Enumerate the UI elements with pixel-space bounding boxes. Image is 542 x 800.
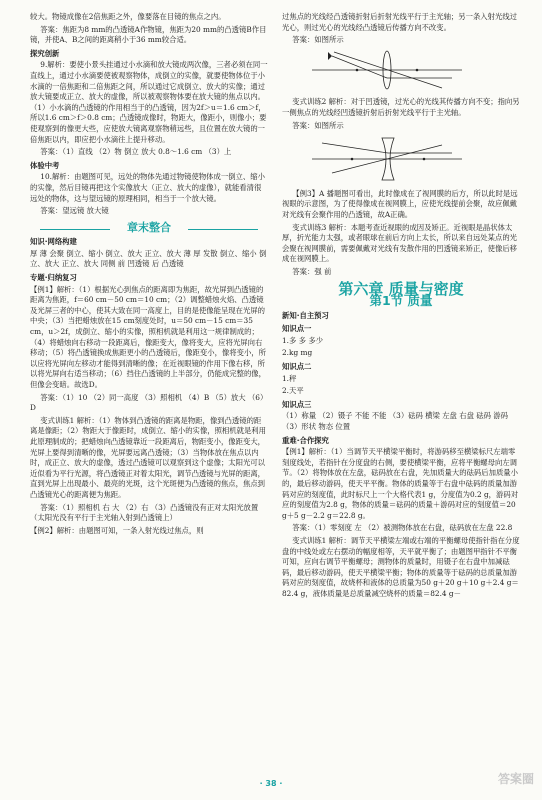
heading-explore: 探究创新	[30, 48, 60, 58]
left-p1: 较大。物镜成像在2倍焦距之外，像要落在目镜的焦点之内。	[30, 12, 226, 21]
heading-preview: 新知·自主预习	[282, 310, 329, 320]
right-p12: （1）称量 （2）镊子 不能 不能 （3）砝码 横梁 左盘 右盘 砝码 游码 （3）形状 物态 位置	[282, 411, 508, 432]
right-p2: 答案：如图所示	[292, 35, 344, 45]
chapter-title: 第六章 质量与密度	[338, 279, 464, 298]
heading-topic-review: 专题·归纳复习	[30, 273, 77, 283]
right-p3: 变式训练2 解析：对于凹透镜，过光心的光线其传播方向不变；指向另一侧焦点的光线经凹透镜折射后折射光线平行于主光轴。	[282, 97, 520, 117]
right-p7: 答案：强 前	[292, 266, 332, 276]
heading-exam: 体验中考	[30, 160, 60, 170]
left-p2: 答案：焦距为8 mm的凸透镜A作物镜，焦距为20 mm的凸透镜B作目镜，并使A、B之间的距离稍小于36 mm较合适。	[30, 24, 267, 45]
heading-point-1: 知识点一	[282, 324, 312, 334]
left-p12: 【例2】解析：由题图可知，一条入射光线过焦点，则	[30, 525, 204, 535]
right-p8: 1.多 多 多少	[282, 335, 324, 345]
right-p14: 答案：（1）零刻度 左 （2）被测物体放在右盘，砝码放在左盘 22.8	[292, 523, 513, 533]
right-p10: 1.秤	[282, 373, 297, 383]
heading-point-3: 知识点三	[282, 399, 312, 409]
left-p8: 【例1】解析：（1）根据光心到焦点的距离即为焦距，故光屏到凸透镜的距离为焦距，f＝60 cm－50 cm＝10 cm；（2）调整蜡烛火焰、凸透镜及光屏三者的中心，使其大致在同一高度上，目的是使像能呈现在光屏的中央；（3）当把蜡烛放在15 cm刻度处时，u＝50 cm－15 cm＝35 cm，u＞2f，成倒立、缩小的实像，照相机就是利用这一规律制成的；（4）将蜡烛向右移动一段距离后，像距变大，像将变大，应将光屏向右移动；（5）将凸透镜换成焦距更小的凸透镜后，像距变小，像将变小，所以应将光屏向左移动才能得到清晰的像；在近视眼镜的作用下像右移，所以将光屏向右适当移动；（6）挡住凸透镜的上半部分，仍能成完整的像，但像会变暗。故选D。	[30, 284, 266, 389]
right-p13: 【例1】解析：（1）当调节天平横梁平衡时，将游码移至横梁标尺左端零刻度线处，若指针在分度盘的右侧，要使横梁平衡，应将平衡螺母向左调节。（2）将物体放在左盘，砝码放在右盘，先加质量大的砝码后加质量小的，最后移动游码，使天平平衡。物体的质量等于右盘中砝码的质量加游码对应的刻度值，此时标尺上一个大格代表1 g，分度值为0.2 g，游码对应的刻度值为2.8 g，物体的质量＝砝码的质量＋游码对应的刻度值＝20 g＋5 g－2.2 g＝22.8 g。	[282, 447, 519, 520]
convex-lens-ray-figure	[312, 48, 520, 96]
right-p1: 过焦点的光线经凸透镜折射后折射光线平行于主光轴；另一条入射光线过光心，则过光心的光线经凸透镜后传播方向不改变。	[282, 12, 518, 32]
left-column	[30, 12, 268, 538]
right-p9: 2.kg mg	[282, 348, 313, 358]
chapter-summary-banner: 章末整合	[30, 223, 268, 234]
concave-lens-ray-figure	[312, 133, 520, 187]
left-p6: 答案：望远镜 放大镜	[40, 206, 109, 216]
concave-lens-ray-diagram	[312, 133, 462, 183]
heading-cooperative: 重难·合作探究	[282, 435, 329, 445]
right-column	[282, 12, 520, 602]
left-p5: 10.解析：由题图可见，远处的物体先通过物镜使物体成一倒立、缩小的实像，然后目镜再把这个实像放大（正立、放大的虚像），就能看清很远处的物体，这与望远镜的原理相同，相当于一个放大镜。	[30, 172, 265, 203]
heading-knowledge-network: 知识·网络构建	[30, 237, 77, 247]
right-p4: 答案：如图所示	[292, 120, 344, 130]
left-p7: 厚 薄 会聚 倒立、缩小 倒立、放大 正立、放大 薄 厚 发散 倒立、缩小 倒立、放大 正立、放大 同侧 前 凹透镜 后 凸透镜	[30, 248, 267, 269]
left-p4: 答案：（1）直线 （2）物 倒立 放大 0.8～1.6 cm （3）上	[40, 147, 232, 157]
convex-lens-ray-diagram	[312, 48, 462, 92]
heading-point-2: 知识点二	[282, 362, 312, 372]
section-title: 第1节 质量	[369, 293, 433, 309]
right-p11: 2.天平	[282, 386, 304, 396]
left-p3: 9.解析：要使小景头挂通过小水滴和放大镜成两次像，三者必须在同一直线上，通过小水滴要使被观察物体，成倒立的实像，就要使物体位于小水滴的一倍焦距和二倍焦距之间，所以通过它成倒立、放大的实像；通过放大镜要成正立、放大的虚像，所以被观察物体要在放大镜的焦点以内。（1）小水滴的凸透镜的作用相当于的凸透镜，因为2f＞u＝1.6 cm＞f，所以1.6 cm＞f＞0.8 cm；凸透镜成像时，物距大，像距小，则像小；要使观察到的像更大些，应使放大镜离观察物稍远些，且位置在放大镜的一倍焦距以内，即应把小水滴往上提升移动。	[30, 60, 268, 144]
right-p5: 【例3】A 播题图可看出，此时像成在了视网膜的后方，所以此时是远视眼的示意图，为了使得像成在视网膜上，应使光线提前会聚，故应佩戴对光线有会聚作用的凸透镜，故A正确。	[282, 188, 518, 219]
left-p11: 答案：（1）照相机 右 大 （2）右 （3）凸透镜没有正对太阳光放置（太阳光没有平行于主光轴入射到凸透镜上）	[30, 502, 259, 523]
right-p6: 变式训练3 解析：本题考查近视眼的成因及矫正。近视眼是晶状体太厚，折光能力太强，或者眼球在前后方向上太长，所以来自远处某点的光会聚在视网膜前，需要佩戴对光线有发散作用的凹透镜来矫正，使像后移成在视网膜上。	[282, 222, 518, 264]
right-p15: 变式训练1 解析：调节天平横梁左端或右端的平衡螺母使指针指在分度盘的中线处或左右摆动的幅度相等，天平就平衡了；由题图甲指针不平衡可知，应向右调节平衡螺母；测物体的质量时，用镊子在右盘中加减砝码，最后移动游码，使天平横梁平衡；物体的质量等于砝码的总质量加游码对应的刻度值，故烧杯和液体的总质量为50 g＋20 g＋10 g＋2.4 g＝82.4 g，液体质量是总质量减空烧杯的质量＝82.4 g－	[282, 535, 520, 598]
page-number: · 38 ·	[259, 779, 283, 788]
left-p10: 变式训练1 解析：（1）物体到凸透镜的距离是物距，像到凸透镜的距离是像距；（2）物距大于像距时，成倒立、缩小的实像，照相机就是利用此原理制成的；把蜡烛向凸透镜靠近一段距离后，物距变小，像距变大，光屏上要得到清晰的像，光屏要远离凸透镜；（3）当物体放在焦点以内时，成正立、放大的虚像，透过凸透镜可以观察到这个虚像；太阳光可以近似看为平行光源，将凸透镜正对着太阳光，调节凸透镜与光屏的距离，直到光屏上出现最小、最亮的光斑，这个光斑便为凸透镜的焦点，焦点到凸透镜光心的距离便为焦距。	[30, 415, 266, 499]
left-p9: 答案：（1）10 （2）同一高度 （3）照相机 （4）B （5）放大 （6）D	[30, 392, 268, 413]
watermark: 答案圈	[497, 772, 534, 786]
